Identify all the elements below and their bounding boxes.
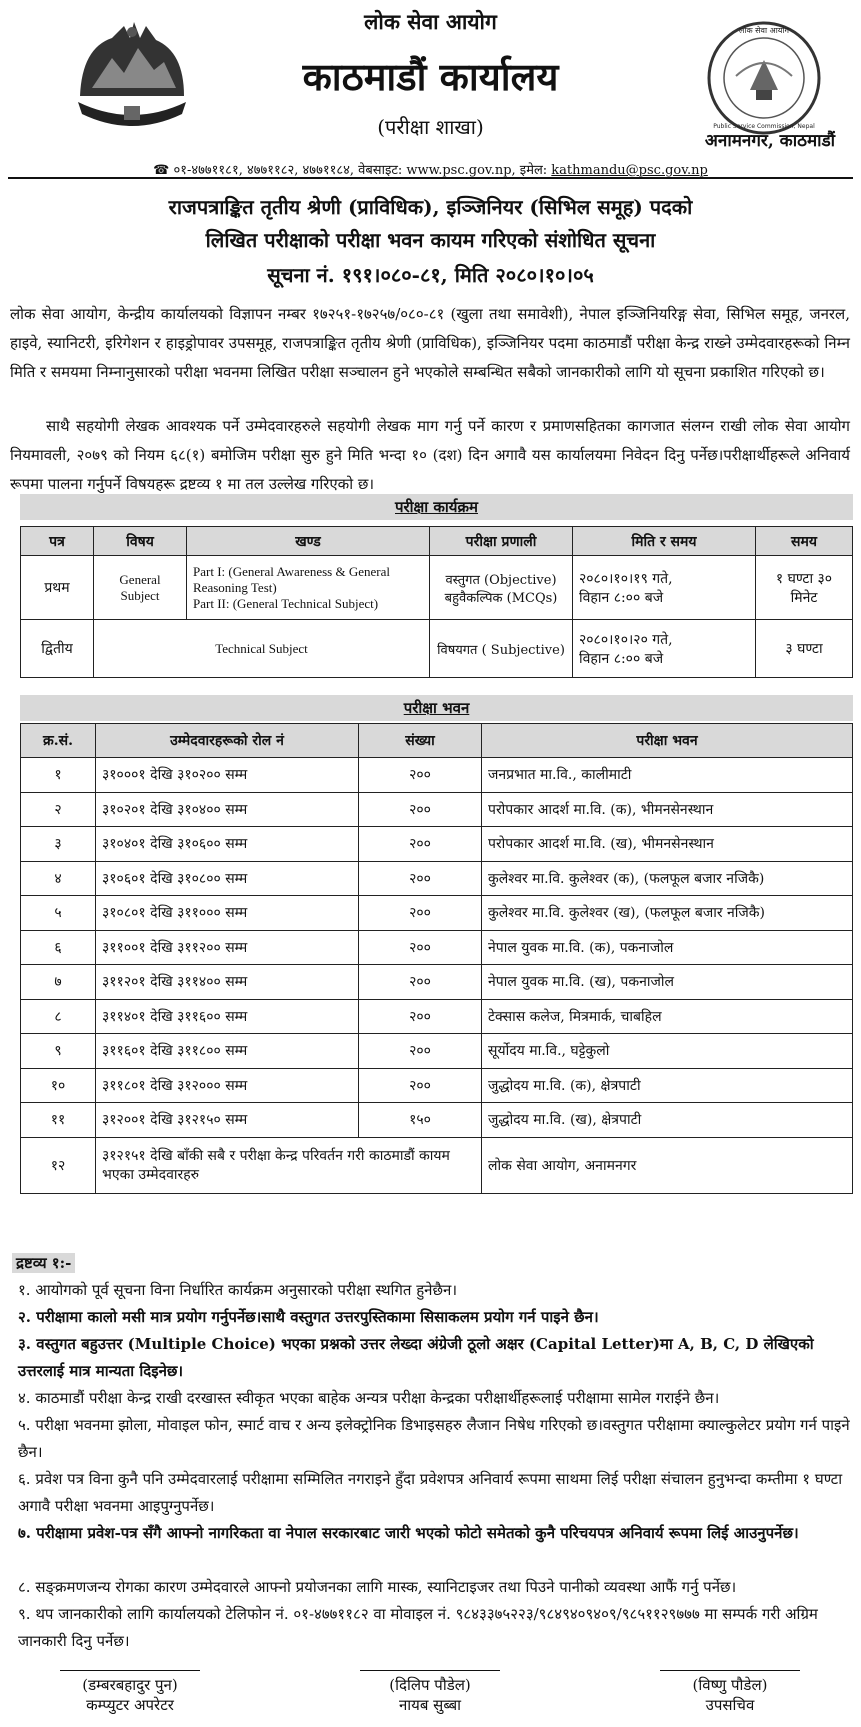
date-2: २०८०।१०।२० गते, <box>579 631 673 648</box>
venue-row-last <box>21 1137 853 1193</box>
signature-title: नायब सुब्बा <box>398 1696 462 1714</box>
venue-sn: ५ <box>21 896 96 931</box>
duration-1b: मिनेट <box>790 589 818 606</box>
title-line-1: राजपत्राङ्कित तृतीय श्रेणी (प्राविधिक), इञ्जिनियर (सिभिल समूह) पदको <box>168 195 693 219</box>
intro-paragraph-1: लोक सेवा आयोग, केन्द्रीय कार्यालयको विज्ञापन नम्बर १७२५१-१७२५७/०८०-८१ (खुला तथा समावेशी), नेपाल इञ्जिनियरिङ्ग सेवा, सिभिल समूह, जनरल, हाइवे, स्यानिटरी, इरिगेशन र हाइड्रोपावर उपसमूह, राजपत्राङ्कित तृतीय श्रेणी (प्राविधिक), इञ्जिनियर पदमा काठमाडौं परीक्षा केन्द्र राख्ने उम्मेदवारहरूको निम्न मिति र समयमा निम्नानुसारको परीक्षा भवनमा लिखित परीक्षा सञ्चालन हुने भएकोले सम्बन्धित सबैको जानकारीको लागि यो सूचना प्रकाशित गरिएको छ। <box>10 305 850 381</box>
note-item: ४. काठमाडौं परीक्षा केन्द्र राखी दरखास्त स्वीकृत भएका बाहेक अन्यत्र परीक्षा केन्द्रका परीक्षार्थीहरूलाई परीक्षामा सामेल गराईने छैन। <box>18 1389 720 1407</box>
system-2: विषयगत ( Subjective) <box>430 620 573 678</box>
duration-1a: १ घण्टा ३० <box>775 570 833 587</box>
venue-name: टेक्सास कलेज, मित्रमार्क, चाबहिल <box>482 999 853 1034</box>
venue-sn: ६ <box>21 930 96 965</box>
venue-sn: ७ <box>21 965 96 1000</box>
header-divider <box>8 177 853 179</box>
time-2: विहान ८:०० बजे <box>579 650 664 667</box>
venue-title: परीक्षा भवन <box>403 699 470 717</box>
venue-roll: ३१०००१ देखि ३१०२०० सम्म <box>96 758 359 793</box>
schedule-table <box>20 526 853 678</box>
venue-roll: ३११४०१ देखि ३११६०० सम्म <box>96 999 359 1034</box>
venue-count: २०० <box>359 1068 482 1103</box>
duration-1 <box>756 556 853 620</box>
venue-sn: २ <box>21 792 96 827</box>
venue-roll: ३१०२०१ देखि ३१०४०० सम्म <box>96 792 359 827</box>
signature-1 <box>30 1670 230 1715</box>
note-item: ६. प्रवेश पत्र विना कुनै पनि उम्मेदवारलाई परीक्षामा सम्मिलित नगराइने हुँदा प्रवेशपत्र अनिवार्य रूपमा साथमा लिई परीक्षा संचालन हुनुभन्दा कम्तीमा १ घण्टा अगावै परीक्षा भवनमा आइपुग्नुपर्नेछ। <box>18 1470 843 1515</box>
section-1 <box>187 556 430 620</box>
venue-sn: ३ <box>21 827 96 862</box>
venue-table <box>20 723 853 1194</box>
section-1b: Part II: (General Technical Subject) <box>193 595 379 611</box>
venue-row <box>21 758 853 793</box>
venue-row <box>21 1034 853 1069</box>
schedule-col-paper: पत्र <box>21 527 94 556</box>
schedule-col-date: मिति र समय <box>573 527 756 556</box>
venue-count: २०० <box>359 896 482 931</box>
intro-paragraph-2: साथै सहयोगी लेखक आवश्यक पर्ने उम्मेदवारहरुले सहयोगी लेखक माग गर्नु पर्ने कारण र प्रमाणसहितका कागजात संलग्न राखी लोक सेवा आयोग नियमावली, २०७९ को नियम ६८(१) बमोजिम परीक्षा सुरु हुने मिति भन्दा १० (दश) दिन अगावै यस कार्यालयमा निवेदन दिनु पर्नेछ।परीक्षार्थीहरूले अनिवार्य रूपमा पालना गर्नुपर्ने विषयहरू द्रष्टव्य १ मा तल उल्लेख गरिएको छ। <box>10 417 850 493</box>
venue-count: २०० <box>359 965 482 1000</box>
note-item: १. आयोगको पूर्व सूचना विना निर्धारित कार्यक्रम अनुसारको परीक्षा स्थगित हुनेछैन। <box>18 1281 458 1299</box>
datetime-1 <box>573 556 756 620</box>
venue-count: २०० <box>359 827 482 862</box>
header-section: (परीक्षा शाखा) <box>377 115 484 139</box>
venue-row <box>21 930 853 965</box>
venue-row <box>21 827 853 862</box>
contact-line <box>0 160 861 178</box>
venue-roll: ३१०८०१ देखि ३११००० सम्म <box>96 896 359 931</box>
venue-sn: ९ <box>21 1034 96 1069</box>
signature-title: कम्प्युटर अपरेटर <box>86 1696 174 1714</box>
venue-name: जनप्रभात मा.वि., कालीमाटी <box>482 758 853 793</box>
venue-sn: ११ <box>21 1103 96 1138</box>
venue-count: २०० <box>359 758 482 793</box>
schedule-row-2 <box>21 620 853 678</box>
note-item: २. परीक्षामा कालो मसी मात्र प्रयोग गर्नुपर्नेछ।साथै वस्तुगत उत्तरपुस्तिकामा सिसाकलम प्रयोग गर्न पाइने छैन। <box>18 1308 599 1326</box>
schedule-col-section: खण्ड <box>187 527 430 556</box>
signature-name: (विष्णु पौडेल) <box>692 1676 768 1694</box>
schedule-header-row <box>21 527 853 556</box>
venue-count: २०० <box>359 930 482 965</box>
signature-name: (डम्बरबहादुर पुन) <box>82 1676 178 1694</box>
venue-row <box>21 792 853 827</box>
note-item: ९. थप जानकारीको लागि कार्यालयको टेलिफोन नं. ०१-४७७११८२ वा मोवाइल नं. ९८४३३७५२२३/९८४९४०९४०९/९८५११२९७७७ मा सम्पर्क गरी अग्रिम जानकारी दिनु पर्नेछ। <box>18 1605 818 1650</box>
title-line-2: लिखित परीक्षाको परीक्षा भवन कायम गरिएको संशोधित सूचना <box>205 228 656 252</box>
venue-col-sn: क्र.सं. <box>21 724 96 758</box>
venue-name: कुलेश्वर मा.वि. कुलेश्वर (ख), (फलफूल बजार नजिकै) <box>482 896 853 931</box>
venue-count: २०० <box>359 999 482 1034</box>
venue-roll: ३१०४०१ देखि ३१०६०० सम्म <box>96 827 359 862</box>
note-item: ५. परीक्षा भवनमा झोला, मोवाइल फोन, स्मार्ट वाच र अन्य इलेक्ट्रोनिक डिभाइसहरु लैजान निषेध गरिएको छ।वस्तुगत परीक्षामा क्याल्कुलेटर प्रयोग गर्न पाइने छैन। <box>18 1416 850 1461</box>
contact-phone: ☎ ०१-४७७११८१, ४७७११८२, ४७७११८४, वेबसाइट: www.psc.gov.np, इमेल: <box>153 163 552 178</box>
system-1b: बहुवैकल्पिक (MCQs) <box>444 590 558 606</box>
venue-roll: ३१०६०१ देखि ३१०८०० सम्म <box>96 861 359 896</box>
venue-name: परोपकार आदर्श मा.वि. (क), भीमनसेनस्थान <box>482 792 853 827</box>
schedule-title: परीक्षा कार्यक्रम <box>395 498 478 516</box>
signature-title: उपसचिव <box>705 1696 755 1714</box>
venue-sn: ४ <box>21 861 96 896</box>
venue-roll: ३११८०१ देखि ३१२००० सम्म <box>96 1068 359 1103</box>
venue-row <box>21 965 853 1000</box>
schedule-col-system: परीक्षा प्रणाली <box>430 527 573 556</box>
venue-name: लोक सेवा आयोग, अनामनगर <box>482 1137 853 1193</box>
venue-row <box>21 1103 853 1138</box>
signature-name: (दिलिप पौडेल) <box>389 1676 471 1694</box>
venue-roll: ३११६०१ देखि ३११८०० सम्म <box>96 1034 359 1069</box>
signature-line <box>360 1670 500 1671</box>
note-item: ३. वस्तुगत बहुउत्तर (Multiple Choice) भएका प्रश्नको उत्तर लेख्दा अंग्रेजी ठूलो अक्षर (Capital Letter)मा A, B, C, D लेखिएको उत्तरलाई मात्र मान्यता दिइनेछ। <box>18 1335 814 1380</box>
duration-2: ३ घण्टा <box>756 620 853 678</box>
subject-2: Technical Subject <box>94 620 430 678</box>
venue-body <box>21 758 853 1138</box>
venue-name: नेपाल युवक मा.वि. (क), पकनाजोल <box>482 930 853 965</box>
venue-row <box>21 1068 853 1103</box>
venue-sn: ८ <box>21 999 96 1034</box>
venue-name: परोपकार आदर्श मा.वि. (ख), भीमनसेनस्थान <box>482 827 853 862</box>
venue-col-venue: परीक्षा भवन <box>482 724 853 758</box>
schedule-col-subject: विषय <box>94 527 187 556</box>
venue-sn: १२ <box>21 1137 96 1193</box>
venue-roll: ३१२१५१ देखि बाँकी सबै र परीक्षा केन्द्र परिवर्तन गरी काठमाडौं कायम भएका उम्मेदवारहरु <box>96 1137 482 1193</box>
note-item: ७. परीक्षामा प्रवेश-पत्र सँगै आफ्नो नागरिकता वा नेपाल सरकारबाट जारी भएको फोटो समेतको कुनै परिचयपत्र अनिवार्य रूपमा लिई आउनुपर्नेछ। <box>18 1524 799 1542</box>
venue-col-roll: उम्मेदवारहरूको रोल नं <box>96 724 359 758</box>
paper-2: द्वितीय <box>21 620 94 678</box>
venue-name: जुद्धोदय मा.वि. (ख), क्षेत्रपाटी <box>482 1103 853 1138</box>
system-1a: वस्तुगत (Objective) <box>445 572 557 588</box>
signature-3 <box>630 1670 830 1715</box>
signature-2 <box>330 1670 530 1715</box>
datetime-2 <box>573 620 756 678</box>
signature-line <box>60 1670 200 1671</box>
date-1: २०८०।१०।१९ गते, <box>579 570 673 587</box>
title-line-3: सूचना नं. १९१।०८०-८१, मिति २०८०।१०।०५ <box>267 263 594 287</box>
venue-name: नेपाल युवक मा.वि. (ख), पकनाजोल <box>482 965 853 1000</box>
seal-text: लोक सेवा आयोग <box>738 26 790 35</box>
venue-col-count: संख्या <box>359 724 482 758</box>
note-item: ८. सङ्क्रमणजन्य रोगका कारण उम्मेदवारले आफ्नो प्रयोजनका लागि मास्क, स्यानिटाइजर तथा पिउने पानीको व्यवस्था आफैं गर्नु पर्नेछ। <box>18 1578 737 1596</box>
venue-roll: ३११२०१ देखि ३११४०० सम्म <box>96 965 359 1000</box>
header-address: अनामनगर, काठमाडौं <box>704 131 836 151</box>
venue-row <box>21 861 853 896</box>
venue-count: १५० <box>359 1103 482 1138</box>
venue-band <box>20 695 853 721</box>
venue-count: २०० <box>359 1034 482 1069</box>
venue-row <box>21 999 853 1034</box>
venue-count: २०० <box>359 861 482 896</box>
contact-email: kathmandu@psc.gov.np <box>551 163 708 178</box>
section-1a: Part I: (General Awareness & General Reasoning Test) <box>193 563 390 595</box>
venue-count: २०० <box>359 792 482 827</box>
signature-line <box>660 1670 800 1671</box>
seal-text-en: Public Service Commission, Nepal <box>713 123 815 130</box>
header-office: काठमाडौं कार्यालय <box>302 54 559 99</box>
venue-row <box>21 896 853 931</box>
schedule-band <box>20 494 853 520</box>
venue-header-row <box>21 724 853 758</box>
venue-sn: १ <box>21 758 96 793</box>
subject-1: General Subject <box>94 556 187 620</box>
notes-heading: द्रष्टव्य १:- <box>12 1253 75 1273</box>
venue-roll: ३१२००१ देखि ३१२१५० सम्म <box>96 1103 359 1138</box>
schedule-col-duration: समय <box>756 527 853 556</box>
time-1: विहान ८:०० बजे <box>579 589 664 606</box>
schedule-row-1 <box>21 556 853 620</box>
venue-sn: १० <box>21 1068 96 1103</box>
venue-name: सूर्योदय मा.वि., घट्टेकुलो <box>482 1034 853 1069</box>
venue-name: जुद्धोदय मा.वि. (क), क्षेत्रपाटी <box>482 1068 853 1103</box>
header-org: लोक सेवा आयोग <box>364 9 497 34</box>
venue-roll: ३११००१ देखि ३११२०० सम्म <box>96 930 359 965</box>
paper-1: प्रथम <box>21 556 94 620</box>
system-1 <box>430 556 573 620</box>
venue-name: कुलेश्वर मा.वि. कुलेश्वर (क), (फलफूल बजार नजिकै) <box>482 861 853 896</box>
